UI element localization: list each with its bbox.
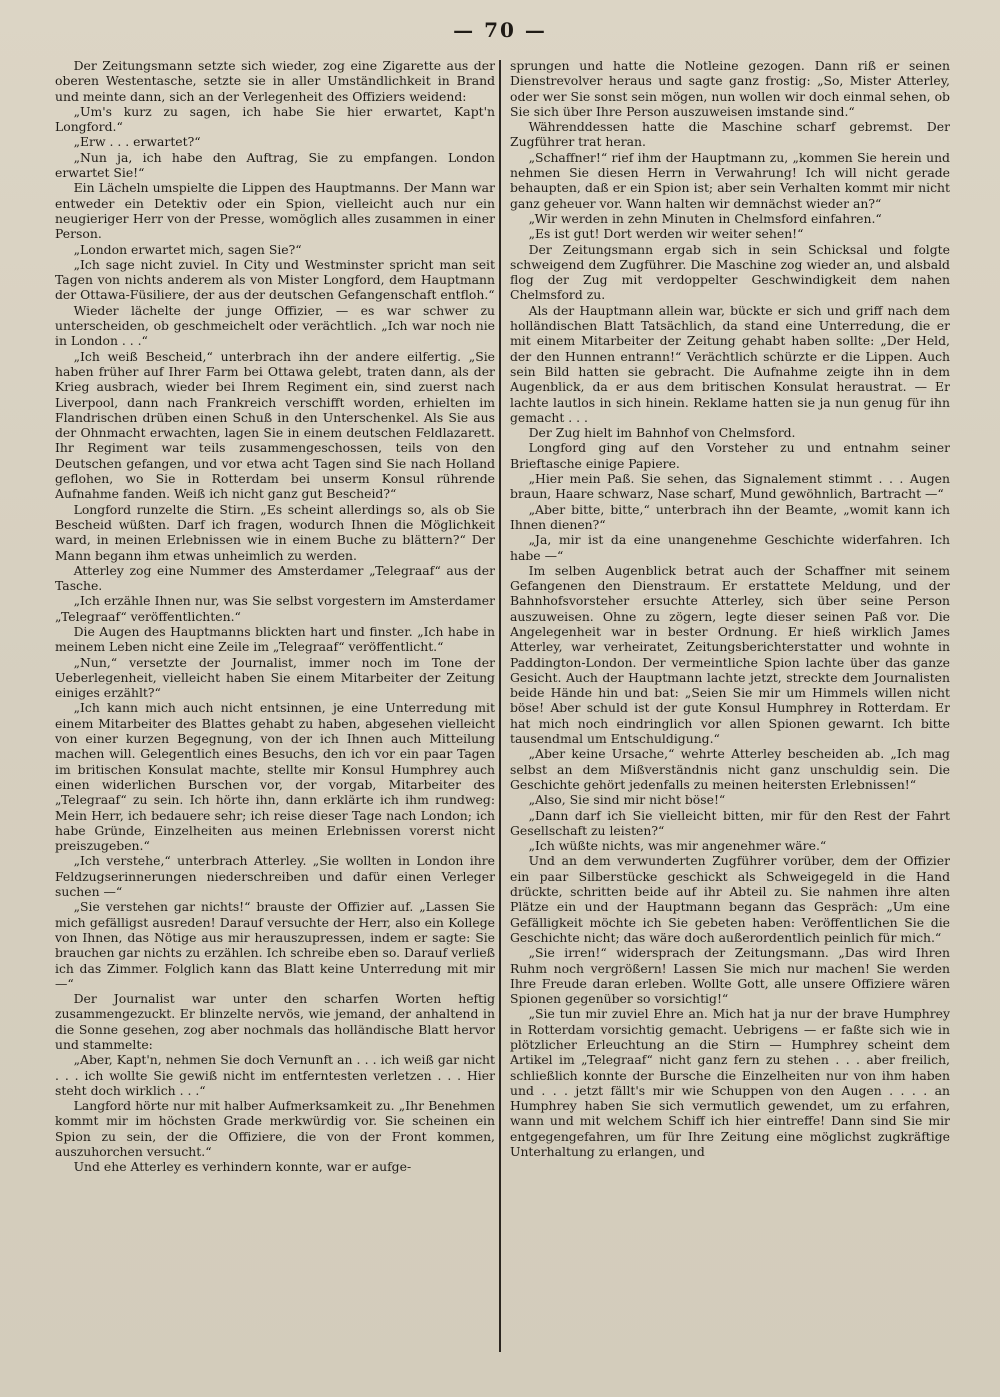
paragraph: Und an dem verwunderten Zugführer vorüber, dem der Offizier ein paar Silberstücke geschickt als Schweigegeld in die Hand drückte, schritten beide auf ihr Abteil zu. Sie nahmen ihre alten Plätze ein und der Hauptmann begann das Gespräch: „Um eine Gefälligkeit möchte ich Sie gebeten haben: Veröffentlichen Sie die Geschichte nicht; das wäre doch außerordentlich peinlich für mich.“ xyxy=(510,853,950,945)
paragraph: Der Zeitungsmann ergab sich in sein Schicksal und folgte schweigend dem Zugführer. Die Maschine zog wieder an, und alsbald flog der Zug mit verdoppelter Geschwindigkeit dem nahen Chelmsford zu. xyxy=(510,241,950,303)
paragraph: „Sie irren!“ widersprach der Zeitungsmann. „Das wird Ihren Ruhm noch vergrößern! Lassen Sie mich nur machen! Sie werden Ihre Freude daran erleben. Wollte Gott, alle unsere Offiziere wären Spionen gegenüber so vorsichtig!“ xyxy=(510,945,950,1007)
paragraph: Der Journalist war unter den scharfen Worten heftig zusammengezuckt. Er blinzelte nervös, wie jemand, der anhaltend in die Sonne gesehen, zog aber nochmals das holländische Blatt hervor und stammelte: xyxy=(55,991,495,1052)
paragraph: „London erwartet mich, sagen Sie?“ xyxy=(73,241,302,257)
paragraph: „Um's kurz zu sagen, ich habe Sie hier erwartet, Kapt'n Longford.“ xyxy=(55,103,495,135)
paragraph: sprungen und hatte die Notleine gezogen. Dann riß er seinen Dienstrevolver heraus und sagte ganz frostig: „So, Mister Atterley, oder wer Sie sonst sein mögen, nun wollen wir doch einmal sehen, ob Sie sich über Ihre Person auszuweisen imstande sind.“ xyxy=(510,58,950,119)
paragraph: „Ich kann mich auch nicht entsinnen, je eine Unterredung mit einem Mitarbeiter des Blattes gehabt zu haben, abgesehen vielleicht von einer kurzen Begegnung, von der ich Ihnen auch Mitteilung machen will. Gelegentlich eines Besuchs, den ich vor ein paar Tagen im britischen Konsulat machte, stellte mir Konsul Humphrey auch einen widerlichen Burschen vor, der vorgab, Mitarbeiter des „Telegraaf“ zu sein. Ich hörte ihn, dann erklärte ich ihm rundweg: Mein Herr, ich bedauere sehr; ich reise dieser Tage nach London; ich habe Gründe, Einzelheiten aus meinen Erlebnissen vorerst nicht preiszugeben.“ xyxy=(55,700,495,854)
paragraph: Die Augen des Hauptmanns blickten hart und finster. „Ich habe in meinem Leben nicht eine Zeile im „Telegraaf“ veröffentlicht.“ xyxy=(55,623,495,655)
left-column xyxy=(55,58,495,1378)
paragraph: Und ehe Atterley es verhindern konnte, war er aufge- xyxy=(73,1159,412,1175)
paragraph: „Nun ja, ich habe den Auftrag, Sie zu empfangen. London erwartet Sie!“ xyxy=(55,149,495,181)
paragraph: „Aber, Kapt'n, nehmen Sie doch Vernunft an . . . ich weiß gar nicht . . . ich wollte Sie gewiß nicht im entferntesten verletzen . . . Hier steht doch wirklich . . .“ xyxy=(55,1052,495,1098)
paragraph: Als der Hauptmann allein war, bückte er sich und griff nach dem holländischen Blatt Tatsächlich, da stand eine Unterredung, die er mit einem Mitarbeiter der Zeitung gehabt haben sollte: „Der Held, der den Hunnen entrann!“ Verächtlich schürzte er die Lippen. Auch sein Bild hatten sie gebracht. Die Aufnahme zeigte ihn in dem Augenblick, da er aus dem britischen Konsulat heraustrat. — Er lachte lautlos in sich hinein. Reklame hatten sie ja nun genug für ihn gemacht . . . xyxy=(510,302,950,425)
paragraph: Der Zug hielt im Bahnhof von Chelmsford. xyxy=(528,425,796,441)
paragraph: „Dann darf ich Sie vielleicht bitten, mir für den Rest der Fahrt Gesellschaft zu leisten?“ xyxy=(510,807,950,838)
paragraph: Longford ging auf den Vorsteher zu und entnahm seiner Brieftasche einige Papiere. xyxy=(510,440,950,471)
paragraph: „Erw . . . erwartet?“ xyxy=(73,134,201,150)
paragraph: „Hier mein Paß. Sie sehen, das Signalement stimmt . . . Augen braun, Haare schwarz, Nase scharf, Mund gewöhnlich, Bartracht —“ xyxy=(510,471,950,502)
paragraph: Der Zeitungsmann setzte sich wieder, zog eine Zigarette aus der oberen Westentasche, setzte sie in aller Umständlichkeit in Brand und meinte dann, sich an der Verlegenheit des Offiziers weidend: xyxy=(55,58,495,104)
paragraph: „Ich sage nicht zuviel. In City und Westminster spricht man seit Tagen von nichts anderem als von Mister Longford, dem Hauptmann der Ottawa-Füsiliere, der aus der deutschen Gefangenschaft entfloh.“ xyxy=(55,256,495,303)
paragraph: Langford hörte nur mit halber Aufmerksamkeit zu. „Ihr Benehmen kommt mir im höchsten Grade merkwürdig vor. Sie scheinen ein Spion zu sein, der die Offiziere, die von der Front kommen, auszuhorchen versucht.“ xyxy=(55,1098,495,1160)
paragraph: „Ja, mir ist da eine unangenehme Geschichte widerfahren. Ich habe —“ xyxy=(510,532,950,563)
paragraph: Wieder lächelte der junge Offizier, — es war schwer zu unterscheiden, ob geschmeichelt oder verächtlich. „Ich war noch nie in London . . .“ xyxy=(55,302,495,349)
paragraph: „Wir werden in zehn Minuten in Chelmsford einfahren.“ xyxy=(528,210,882,226)
paragraph: „Schaffner!“ rief ihm der Hauptmann zu, „kommen Sie herein und nehmen Sie diesen Herrn in Verwahrung! Ich will nicht gerade behaupten, daß er ein Spion ist; aber sein Verhalten kommt mir nicht ganz geheuer vor. Wann halten wir demnächst wieder an?“ xyxy=(510,149,950,211)
paragraph: „Sie verstehen gar nichts!“ brauste der Offizier auf. „Lassen Sie mich gefälligst ausreden! Darauf versuchte der Herr, also ein Kollege von Ihnen, das Nötige aus mir herauszupressen, indem er sagte: Sie brauchen gar nichts zu erzählen. Ich schreibe eben so. Darauf verließ ich das Zimmer. Folglich kann das Blatt keine Unterredung mit mir —“ xyxy=(55,899,495,991)
paragraph: „Aber keine Ursache,“ wehrte Atterley bescheiden ab. „Ich mag selbst an dem Mißverständnis nicht ganz unschuldig sein. Die Geschichte gehört jedenfalls zu meinen heitersten Erlebnissen!“ xyxy=(510,746,950,792)
paragraph: „Also, Sie sind mir nicht böse!“ xyxy=(528,792,726,808)
paragraph: Longford runzelte die Stirn. „Es scheint allerdings so, als ob Sie Bescheid wüßten. Darf ich fragen, wodurch Ihnen die Möglichkeit ward, in meinen Erlebnissen wie in einem Buche zu blättern?“ Der Mann begann ihm etwas unheimlich zu werden. xyxy=(55,501,495,563)
paragraph: „Es ist gut! Dort werden wir weiter sehen!“ xyxy=(528,226,804,242)
paragraph: „Ich erzähle Ihnen nur, was Sie selbst vorgestern im Amsterdamer „Telegraaf“ veröffentlichten.“ xyxy=(55,593,495,624)
right-column xyxy=(510,58,950,1378)
column-divider xyxy=(499,60,501,1352)
paragraph: Ein Lächeln umspielte die Lippen des Hauptmanns. Der Mann war entweder ein Detektiv oder ein Spion, vielleicht auch nur ein neugieriger Herr von der Presse, womöglich alles zusammen in einer Person. xyxy=(55,180,495,242)
paragraph: Im selben Augenblick betrat auch der Schaffner mit seinem Gefangenen den Dienstraum. Er erstattete Meldung, und der Bahnhofsvorsteher ersuchte Atterley, sich über seine Person auszuweisen. Ohne zu zögern, legte dieser seinen Paß vor. Die Angelegenheit war in bester Ordnung. Er hieß wirklich James Atterley, war verheiratet, Zeitungsberichterstatter und wohnte in Paddington-London. Der vermeintliche Spion lachte über das ganze Gesicht. Auch der Hauptmann lachte jetzt, streckte dem Journalisten beide Hände hin und bat: „Seien Sie mir um Himmels willen nicht böse! Aber schuld ist der gute Konsul Humphrey in Rotterdam. Er hat mich noch eindringlich vor allen Spionen gewarnt. Ich bitte tausendmal um Entschuldigung.“ xyxy=(510,562,950,747)
paragraph: „Nun,“ versetzte der Journalist, immer noch im Tone der Ueberlegenheit, vielleicht haben Sie einem Mitarbeiter der Zeitung einiges erzählt?“ xyxy=(55,654,495,701)
page-number: — 70 — xyxy=(453,18,547,42)
paragraph: „Ich verstehe,“ unterbrach Atterley. „Sie wollten in London ihre Feldzugserinnerungen niederschreiben und dafür einen Verleger suchen —“ xyxy=(55,853,495,900)
paragraph: Währenddessen hatte die Maschine scharf gebremst. Der Zugführer trat heran. xyxy=(510,119,950,150)
paragraph: „Ich wüßte nichts, was mir angenehmer wäre.“ xyxy=(528,838,827,854)
paragraph: Atterley zog eine Nummer des Amsterdamer „Telegraaf“ aus der Tasche. xyxy=(55,562,495,594)
paragraph: „Sie tun mir zuviel Ehre an. Mich hat ja nur der brave Humphrey in Rotterdam vorsichtig gemacht. Uebrigens — er faßte sich wie in plötzlicher Erleuchtung an die Stirn — Humphrey scheint dem Artikel im „Telegraaf“ nicht ganz fern zu stehen . . . aber freilich, schließlich konnte der Bursche die Einzelheiten nur von ihm haben und . . . jetzt fällt's mir wie Schuppen von den Augen . . . . an Humphrey haben Sie sich vermutlich gewendet, um zu erfahren, wann und mit welchem Schiff ich hier eintreffe! Dann sind Sie mir entgegengefahren, um für Ihre Zeitung eine möglichst zugkräftige Unterhaltung zu erlangen, und xyxy=(510,1006,950,1160)
paragraph: „Aber bitte, bitte,“ unterbrach ihn der Beamte, „womit kann ich Ihnen dienen?“ xyxy=(510,501,950,532)
paragraph: „Ich weiß Bescheid,“ unterbrach ihn der andere eilfertig. „Sie haben früher auf Ihrer Farm bei Ottawa gelebt, traten dann, als der Krieg ausbrach, wieder bei Ihrem Regiment ein, sind zuerst nach Liverpool, dann nach Frankreich verschifft worden, erhielten im Flandrischen drüben einen Schuß in den Unterschenkel. Als Sie aus der Ohnmacht erwachten, lagen Sie in einem deutschen Feldlazarett. Ihr Regiment war teils zusammengeschossen, teils von den Deutschen gefangen, und vor etwa acht Tagen sind Sie nach Holland geflohen, wo Sie in Rotterdam bei unserm Konsul rührende Aufnahme fanden. Weiß ich nicht ganz gut Bescheid?“ xyxy=(55,348,495,502)
